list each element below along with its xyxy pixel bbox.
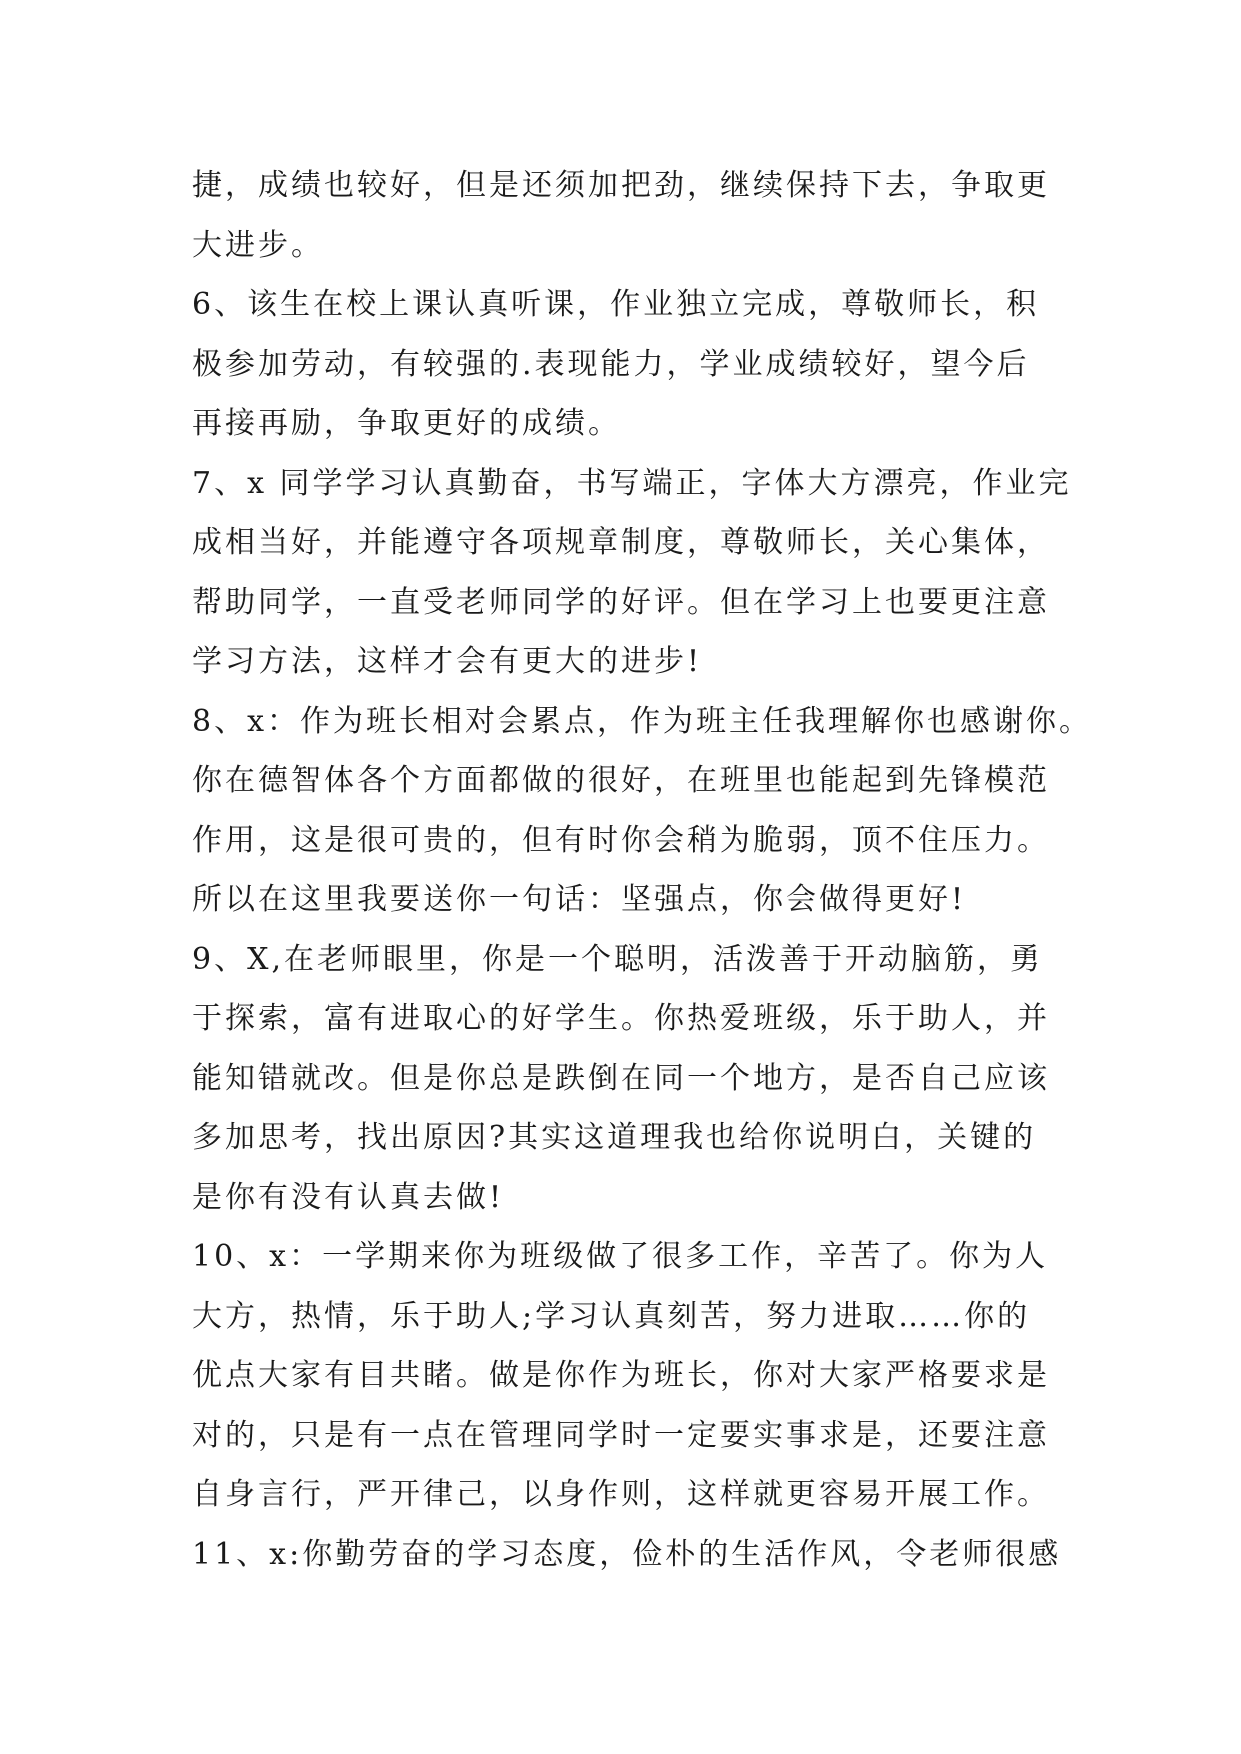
body-text: [192, 156, 1093, 1584]
text-line: 7、x 同学学习认真勤奋，书写端正，字体大方漂亮，作业完: [192, 465, 1072, 501]
text-line: 大进步。: [192, 227, 324, 263]
text-line: 你在德智体各个方面都做的很好，在班里也能起到先锋模范: [192, 763, 1050, 798]
text-line: 捷，成绩也较好，但是还须加把劲，继续保持下去，争取更: [192, 168, 1050, 203]
text-line: 成相当好，并能遵守各项规章制度，尊敬师长，关心集体，: [192, 525, 1050, 560]
text-line: 多加思考，找出原因?其实这道理我也给你说明白，关键的: [192, 1120, 1037, 1155]
text-line: 自身言行，严开律己，以身作则，这样就更容易开展工作。: [192, 1477, 1050, 1512]
text-line: 是你有没有认真去做!: [192, 1179, 505, 1215]
text-line: 大方，热情，乐于助人;学习认真刻苦，努力进取……你的: [192, 1298, 1031, 1334]
text-line: 11、x:你勤劳奋的学习态度，俭朴的生活作风，令老师很感: [192, 1536, 1062, 1572]
text-line: 再接再励，争取更好的成绩。: [192, 406, 621, 441]
text-line: 能知错就改。但是你总是跌倒在同一个地方，是否自己应该: [192, 1060, 1050, 1096]
text-line: 10、x：一学期来你为班级做了很多工作，辛苦了。你为人: [192, 1239, 1049, 1274]
text-line: 9、X,在老师眼里，你是一个聪明，活泼善于开动脑筋，勇: [192, 941, 1043, 977]
text-line: 对的，只是有一点在管理同学时一定要实事求是，还要注意: [192, 1417, 1050, 1453]
text-line: 8、x：作为班长相对会累点，作为班主任我理解你也感谢你。: [192, 703, 1093, 739]
text-line: 学习方法，这样才会有更大的进步!: [192, 644, 703, 679]
text-line: 6、该生在校上课认真听课，作业独立完成，尊敬师长，积: [192, 287, 1040, 322]
text-line: 于探索，富有进取心的好学生。你热爱班级，乐于助人，并: [192, 1001, 1050, 1036]
text-line: 极参加劳动，有较强的.表现能力，学业成绩较好，望今后: [192, 346, 1030, 382]
text-line: 所以在这里我要送你一句话：坚强点，你会做得更好!: [192, 882, 967, 917]
text-line: 优点大家有目共睹。做是你作为班长，你对大家严格要求是: [192, 1358, 1050, 1393]
text-line: 帮助同学，一直受老师同学的好评。但在学习上也要更注意: [192, 584, 1050, 620]
text-line: 作用，这是很可贵的，但有时你会稍为脆弱，顶不住压力。: [192, 822, 1050, 858]
